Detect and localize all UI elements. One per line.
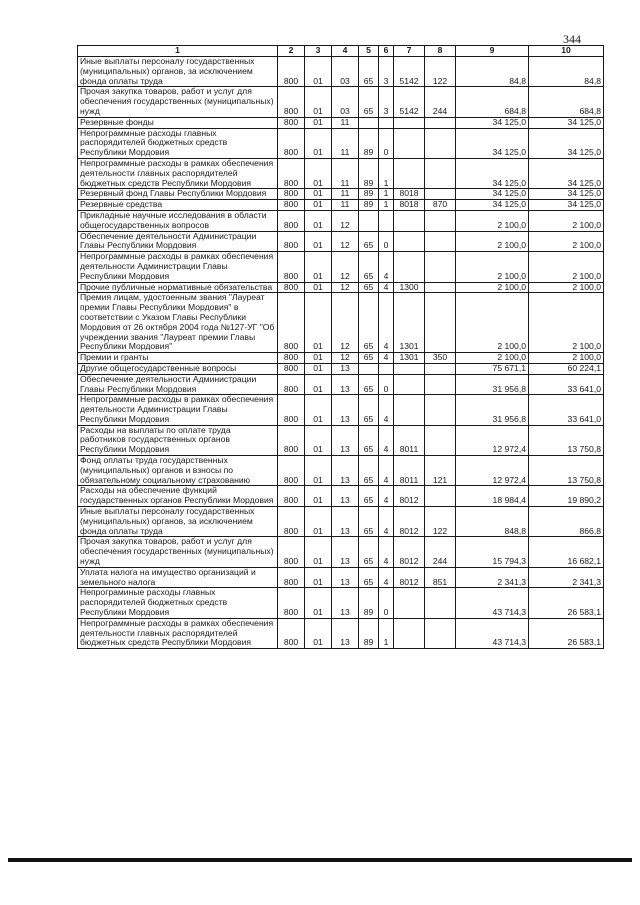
amount-year2-cell: 13 750,8 xyxy=(529,425,604,455)
article-cell xyxy=(394,210,425,231)
subsection-cell: 11 xyxy=(332,200,359,211)
article-cell: 1301 xyxy=(394,293,425,353)
amount-year1-cell: 2 100,0 xyxy=(456,293,529,353)
section-cell: 01 xyxy=(305,425,332,455)
amount-year1-cell: 31 956,8 xyxy=(456,374,529,395)
description-cell: Премии и гранты xyxy=(78,353,278,364)
subsection-cell: 03 xyxy=(332,57,359,87)
expense-type-cell: 244 xyxy=(425,87,456,117)
section-cell: 01 xyxy=(305,200,332,211)
description-cell: Резервные средства xyxy=(78,200,278,211)
description-cell: Непрограммные расходы главных распорядителей бюджетных средств Республики Мордовия xyxy=(78,128,278,158)
table-row xyxy=(78,507,604,537)
section-cell: 01 xyxy=(305,293,332,353)
section-cell: 01 xyxy=(305,158,332,188)
subsection-cell: 12 xyxy=(332,282,359,293)
section-cell: 01 xyxy=(305,363,332,374)
subprogram-cell xyxy=(379,363,394,374)
amount-year1-cell: 12 972,4 xyxy=(456,425,529,455)
amount-year2-cell: 2 100,0 xyxy=(529,252,604,282)
description-cell: Премия лицам, удостоенным звания "Лауреат премии Главы Республики Мордовия" в соответствии с Указом Главы Республики Мордовия от 26 октября 2004 года №127-УГ "Об учреждении звания "Лауреат премии Главы Республики Мордовия" xyxy=(78,293,278,353)
section-cell: 01 xyxy=(305,618,332,648)
amount-year2-cell: 84,8 xyxy=(529,57,604,87)
amount-year1-cell: 84,8 xyxy=(456,57,529,87)
subsection-cell: 13 xyxy=(332,425,359,455)
description-cell: Резервный фонд Главы Республики Мордовия xyxy=(78,189,278,200)
subsection-cell: 13 xyxy=(332,567,359,588)
section-cell: 01 xyxy=(305,231,332,252)
expense-type-cell xyxy=(425,210,456,231)
amount-year2-cell: 26 583,1 xyxy=(529,618,604,648)
program-cell: 65 xyxy=(359,57,379,87)
subsection-cell: 13 xyxy=(332,618,359,648)
subsection-cell: 13 xyxy=(332,395,359,425)
admin-code-cell: 800 xyxy=(278,374,305,395)
article-cell xyxy=(394,374,425,395)
description-cell: Прикладные научные исследования в области общегосударственных вопросов xyxy=(78,210,278,231)
section-cell: 01 xyxy=(305,252,332,282)
table-row xyxy=(78,210,604,231)
subsection-cell: 13 xyxy=(332,456,359,486)
program-cell: 89 xyxy=(359,189,379,200)
article-cell: 8012 xyxy=(394,486,425,507)
table-row xyxy=(78,363,604,374)
subsection-cell: 11 xyxy=(332,158,359,188)
admin-code-cell: 800 xyxy=(278,293,305,353)
admin-code-cell: 800 xyxy=(278,363,305,374)
subprogram-cell: 4 xyxy=(379,456,394,486)
table-row xyxy=(78,87,604,117)
program-cell: 65 xyxy=(359,353,379,364)
subprogram-cell: 0 xyxy=(379,374,394,395)
subsection-cell: 11 xyxy=(332,189,359,200)
article-cell: 1301 xyxy=(394,353,425,364)
admin-code-cell: 800 xyxy=(278,395,305,425)
section-cell: 01 xyxy=(305,486,332,507)
expense-type-cell xyxy=(425,189,456,200)
program-cell xyxy=(359,363,379,374)
subprogram-cell: 4 xyxy=(379,567,394,588)
subsection-cell: 12 xyxy=(332,252,359,282)
subsection-cell: 13 xyxy=(332,537,359,567)
expense-type-cell xyxy=(425,486,456,507)
expense-type-cell: 122 xyxy=(425,57,456,87)
article-cell: 8012 xyxy=(394,507,425,537)
article-cell: 8012 xyxy=(394,537,425,567)
subprogram-cell: 0 xyxy=(379,128,394,158)
subprogram-cell: 4 xyxy=(379,486,394,507)
amount-year1-cell: 34 125,0 xyxy=(456,189,529,200)
subprogram-cell: 3 xyxy=(379,57,394,87)
table-row xyxy=(78,425,604,455)
expense-type-cell xyxy=(425,128,456,158)
program-cell: 65 xyxy=(359,507,379,537)
amount-year2-cell: 2 341,3 xyxy=(529,567,604,588)
table-row xyxy=(78,618,604,648)
subprogram-cell: 0 xyxy=(379,231,394,252)
program-cell: 65 xyxy=(359,231,379,252)
table-row xyxy=(78,252,604,282)
header-cell: 5 xyxy=(359,46,379,57)
table-row xyxy=(78,374,604,395)
subsection-cell: 11 xyxy=(332,117,359,128)
article-cell xyxy=(394,117,425,128)
header-cell: 10 xyxy=(529,46,604,57)
table-row xyxy=(78,353,604,364)
description-cell: Расходы на выплаты по оплате труда работников государственных органов Республики Мордовия xyxy=(78,425,278,455)
amount-year2-cell: 60 224,1 xyxy=(529,363,604,374)
section-cell: 01 xyxy=(305,395,332,425)
table-body xyxy=(78,57,604,649)
amount-year1-cell: 848,8 xyxy=(456,507,529,537)
amount-year1-cell: 2 100,0 xyxy=(456,282,529,293)
subprogram-cell: 1 xyxy=(379,200,394,211)
amount-year1-cell: 75 671,1 xyxy=(456,363,529,374)
amount-year1-cell: 18 984,4 xyxy=(456,486,529,507)
table-row xyxy=(78,117,604,128)
description-cell: Резервные фонды xyxy=(78,117,278,128)
section-cell: 01 xyxy=(305,282,332,293)
page-bottom-rule xyxy=(8,858,632,862)
admin-code-cell: 800 xyxy=(278,486,305,507)
budget-table xyxy=(77,45,604,649)
expense-type-cell xyxy=(425,374,456,395)
admin-code-cell: 800 xyxy=(278,128,305,158)
table-row xyxy=(78,189,604,200)
program-cell: 89 xyxy=(359,158,379,188)
article-cell xyxy=(394,363,425,374)
description-cell: Прочая закупка товаров, работ и услуг для обеспечения государственных (муниципальных) нужд xyxy=(78,87,278,117)
program-cell: 89 xyxy=(359,128,379,158)
section-cell: 01 xyxy=(305,507,332,537)
program-cell: 65 xyxy=(359,252,379,282)
admin-code-cell: 800 xyxy=(278,282,305,293)
section-cell: 01 xyxy=(305,117,332,128)
expense-type-cell xyxy=(425,395,456,425)
section-cell: 01 xyxy=(305,210,332,231)
subprogram-cell: 4 xyxy=(379,282,394,293)
section-cell: 01 xyxy=(305,128,332,158)
expense-type-cell xyxy=(425,425,456,455)
program-cell xyxy=(359,117,379,128)
program-cell: 65 xyxy=(359,87,379,117)
amount-year2-cell: 34 125,0 xyxy=(529,128,604,158)
header-cell: 2 xyxy=(278,46,305,57)
amount-year2-cell: 866,8 xyxy=(529,507,604,537)
expense-type-cell xyxy=(425,117,456,128)
expense-type-cell: 870 xyxy=(425,200,456,211)
subprogram-cell: 4 xyxy=(379,425,394,455)
admin-code-cell: 800 xyxy=(278,456,305,486)
expense-type-cell xyxy=(425,231,456,252)
description-cell: Обеспечение деятельности Администрации Главы Республики Мордовия xyxy=(78,231,278,252)
admin-code-cell: 800 xyxy=(278,353,305,364)
subprogram-cell: 4 xyxy=(379,537,394,567)
article-cell xyxy=(394,588,425,618)
expense-type-cell xyxy=(425,293,456,353)
admin-code-cell: 800 xyxy=(278,231,305,252)
table-row xyxy=(78,456,604,486)
description-cell: Уплата налога на имущество организаций и земельного налога xyxy=(78,567,278,588)
table-row xyxy=(78,588,604,618)
program-cell: 65 xyxy=(359,456,379,486)
description-cell: Иные выплаты персоналу государственных (муниципальных) органов, за исключением фонда оплаты труда xyxy=(78,507,278,537)
amount-year2-cell: 33 641,0 xyxy=(529,374,604,395)
amount-year2-cell: 2 100,0 xyxy=(529,231,604,252)
subprogram-cell: 1 xyxy=(379,189,394,200)
header-cell: 7 xyxy=(394,46,425,57)
table-row xyxy=(78,231,604,252)
admin-code-cell: 800 xyxy=(278,588,305,618)
header-row xyxy=(78,46,604,57)
expense-type-cell xyxy=(425,618,456,648)
subprogram-cell: 4 xyxy=(379,353,394,364)
article-cell: 8018 xyxy=(394,200,425,211)
article-cell: 8011 xyxy=(394,456,425,486)
admin-code-cell: 800 xyxy=(278,158,305,188)
subprogram-cell: 4 xyxy=(379,395,394,425)
article-cell xyxy=(394,618,425,648)
description-cell: Другие общегосударственные вопросы xyxy=(78,363,278,374)
description-cell: Расходы на обеспечение функций государственных органов Республики Мордовия xyxy=(78,486,278,507)
section-cell: 01 xyxy=(305,537,332,567)
section-cell: 01 xyxy=(305,189,332,200)
article-cell xyxy=(394,395,425,425)
table-row xyxy=(78,395,604,425)
section-cell: 01 xyxy=(305,456,332,486)
description-cell: Прочие публичные нормативные обязательства xyxy=(78,282,278,293)
expense-type-cell: 350 xyxy=(425,353,456,364)
amount-year2-cell: 34 125,0 xyxy=(529,158,604,188)
description-cell: Непрограммные расходы в рамках обеспечения деятельности Администрации Главы Республики Мордовия xyxy=(78,395,278,425)
amount-year2-cell: 34 125,0 xyxy=(529,189,604,200)
admin-code-cell: 800 xyxy=(278,567,305,588)
amount-year1-cell: 34 125,0 xyxy=(456,117,529,128)
article-cell: 5142 xyxy=(394,57,425,87)
subsection-cell: 12 xyxy=(332,353,359,364)
expense-type-cell: 121 xyxy=(425,456,456,486)
article-cell: 8011 xyxy=(394,425,425,455)
expense-type-cell: 851 xyxy=(425,567,456,588)
subprogram-cell: 1 xyxy=(379,158,394,188)
subsection-cell: 13 xyxy=(332,363,359,374)
program-cell: 65 xyxy=(359,567,379,588)
amount-year1-cell: 31 956,8 xyxy=(456,395,529,425)
amount-year1-cell: 2 100,0 xyxy=(456,231,529,252)
table-row xyxy=(78,293,604,353)
amount-year2-cell: 16 682,1 xyxy=(529,537,604,567)
subprogram-cell: 1 xyxy=(379,618,394,648)
program-cell: 65 xyxy=(359,537,379,567)
description-cell: Иные выплаты персоналу государственных (муниципальных) органов, за исключением фонда оплаты труда xyxy=(78,57,278,87)
subsection-cell: 13 xyxy=(332,374,359,395)
program-cell: 89 xyxy=(359,618,379,648)
header-cell: 3 xyxy=(305,46,332,57)
expense-type-cell xyxy=(425,158,456,188)
table-row xyxy=(78,200,604,211)
description-cell: Непрограминые расходы главных распорядителей бюджетных средств Республики Мордовия xyxy=(78,588,278,618)
admin-code-cell: 800 xyxy=(278,507,305,537)
page-number: 344 xyxy=(563,32,581,46)
expense-type-cell: 244 xyxy=(425,537,456,567)
article-cell xyxy=(394,231,425,252)
section-cell: 01 xyxy=(305,87,332,117)
expense-type-cell xyxy=(425,363,456,374)
amount-year2-cell: 2 100,0 xyxy=(529,293,604,353)
description-cell: Прочая закупка товаров, работ и услуг для обеспечения государственных (муниципальных) нужд xyxy=(78,537,278,567)
table-row xyxy=(78,537,604,567)
description-cell: Непрограммные расходы в рамках обеспечения деятельности главных распорядителей бюджетных средств Республики Мордовия xyxy=(78,158,278,188)
subsection-cell: 12 xyxy=(332,210,359,231)
admin-code-cell: 800 xyxy=(278,200,305,211)
program-cell: 65 xyxy=(359,425,379,455)
expense-type-cell xyxy=(425,282,456,293)
article-cell: 1300 xyxy=(394,282,425,293)
subprogram-cell xyxy=(379,210,394,231)
program-cell: 65 xyxy=(359,395,379,425)
amount-year1-cell: 34 125,0 xyxy=(456,200,529,211)
admin-code-cell: 800 xyxy=(278,618,305,648)
subprogram-cell: 0 xyxy=(379,588,394,618)
amount-year2-cell: 684,8 xyxy=(529,87,604,117)
section-cell: 01 xyxy=(305,57,332,87)
amount-year1-cell: 2 100,0 xyxy=(456,210,529,231)
program-cell: 89 xyxy=(359,588,379,618)
subsection-cell: 03 xyxy=(332,87,359,117)
description-cell: Фонд оплаты труда государственных (муниципальных) органов и взносы по обязательному социальному страхованию xyxy=(78,456,278,486)
admin-code-cell: 800 xyxy=(278,252,305,282)
amount-year2-cell: 2 100,0 xyxy=(529,353,604,364)
subprogram-cell: 4 xyxy=(379,507,394,537)
amount-year1-cell: 2 341,3 xyxy=(456,567,529,588)
header-cell: 1 xyxy=(78,46,278,57)
amount-year1-cell: 684,8 xyxy=(456,87,529,117)
article-cell xyxy=(394,128,425,158)
expense-type-cell xyxy=(425,252,456,282)
description-cell: Обеспечение деятельности Администрации Главы Республики Мордовия xyxy=(78,374,278,395)
amount-year1-cell: 12 972,4 xyxy=(456,456,529,486)
admin-code-cell: 800 xyxy=(278,117,305,128)
amount-year2-cell: 2 100,0 xyxy=(529,210,604,231)
expense-type-cell xyxy=(425,588,456,618)
subsection-cell: 13 xyxy=(332,507,359,537)
article-cell xyxy=(394,158,425,188)
amount-year2-cell: 13 750,8 xyxy=(529,456,604,486)
table-row xyxy=(78,57,604,87)
admin-code-cell: 800 xyxy=(278,210,305,231)
section-cell: 01 xyxy=(305,353,332,364)
amount-year1-cell: 43 714,3 xyxy=(456,618,529,648)
admin-code-cell: 800 xyxy=(278,537,305,567)
subsection-cell: 11 xyxy=(332,128,359,158)
header-cell: 6 xyxy=(379,46,394,57)
admin-code-cell: 800 xyxy=(278,57,305,87)
amount-year2-cell: 19 890,2 xyxy=(529,486,604,507)
admin-code-cell: 800 xyxy=(278,425,305,455)
amount-year1-cell: 34 125,0 xyxy=(456,158,529,188)
subprogram-cell xyxy=(379,117,394,128)
subsection-cell: 13 xyxy=(332,486,359,507)
article-cell: 8012 xyxy=(394,567,425,588)
article-cell: 8018 xyxy=(394,189,425,200)
admin-code-cell: 800 xyxy=(278,189,305,200)
subprogram-cell: 3 xyxy=(379,87,394,117)
amount-year2-cell: 2 100,0 xyxy=(529,282,604,293)
header-cell: 9 xyxy=(456,46,529,57)
amount-year2-cell: 34 125,0 xyxy=(529,117,604,128)
program-cell: 89 xyxy=(359,200,379,211)
subsection-cell: 12 xyxy=(332,231,359,252)
description-cell: Непрограммные расходы в рамках обеспечения деятельности главных распорядителей бюджетных средств Республики Мордовия xyxy=(78,618,278,648)
program-cell: 65 xyxy=(359,486,379,507)
subprogram-cell: 4 xyxy=(379,252,394,282)
amount-year2-cell: 33 641,0 xyxy=(529,395,604,425)
section-cell: 01 xyxy=(305,588,332,618)
program-cell: 65 xyxy=(359,374,379,395)
amount-year1-cell: 43 714,3 xyxy=(456,588,529,618)
header-cell: 8 xyxy=(425,46,456,57)
table-row xyxy=(78,158,604,188)
amount-year2-cell: 26 583,1 xyxy=(529,588,604,618)
article-cell xyxy=(394,252,425,282)
program-cell: 65 xyxy=(359,293,379,353)
amount-year1-cell: 15 794,3 xyxy=(456,537,529,567)
subprogram-cell: 4 xyxy=(379,293,394,353)
amount-year1-cell: 2 100,0 xyxy=(456,252,529,282)
program-cell: 65 xyxy=(359,282,379,293)
amount-year1-cell: 34 125,0 xyxy=(456,128,529,158)
table-row xyxy=(78,486,604,507)
table-row xyxy=(78,128,604,158)
amount-year2-cell: 34 125,0 xyxy=(529,200,604,211)
description-cell: Непрограммные расходы в рамках обеспечения деятельности Администрации Главы Республики Мордовия xyxy=(78,252,278,282)
section-cell: 01 xyxy=(305,374,332,395)
admin-code-cell: 800 xyxy=(278,87,305,117)
header-cell: 4 xyxy=(332,46,359,57)
table-row xyxy=(78,567,604,588)
subsection-cell: 13 xyxy=(332,588,359,618)
table-row xyxy=(78,282,604,293)
program-cell xyxy=(359,210,379,231)
section-cell: 01 xyxy=(305,567,332,588)
amount-year1-cell: 2 100,0 xyxy=(456,353,529,364)
article-cell: 5142 xyxy=(394,87,425,117)
expense-type-cell: 122 xyxy=(425,507,456,537)
subsection-cell: 12 xyxy=(332,293,359,353)
